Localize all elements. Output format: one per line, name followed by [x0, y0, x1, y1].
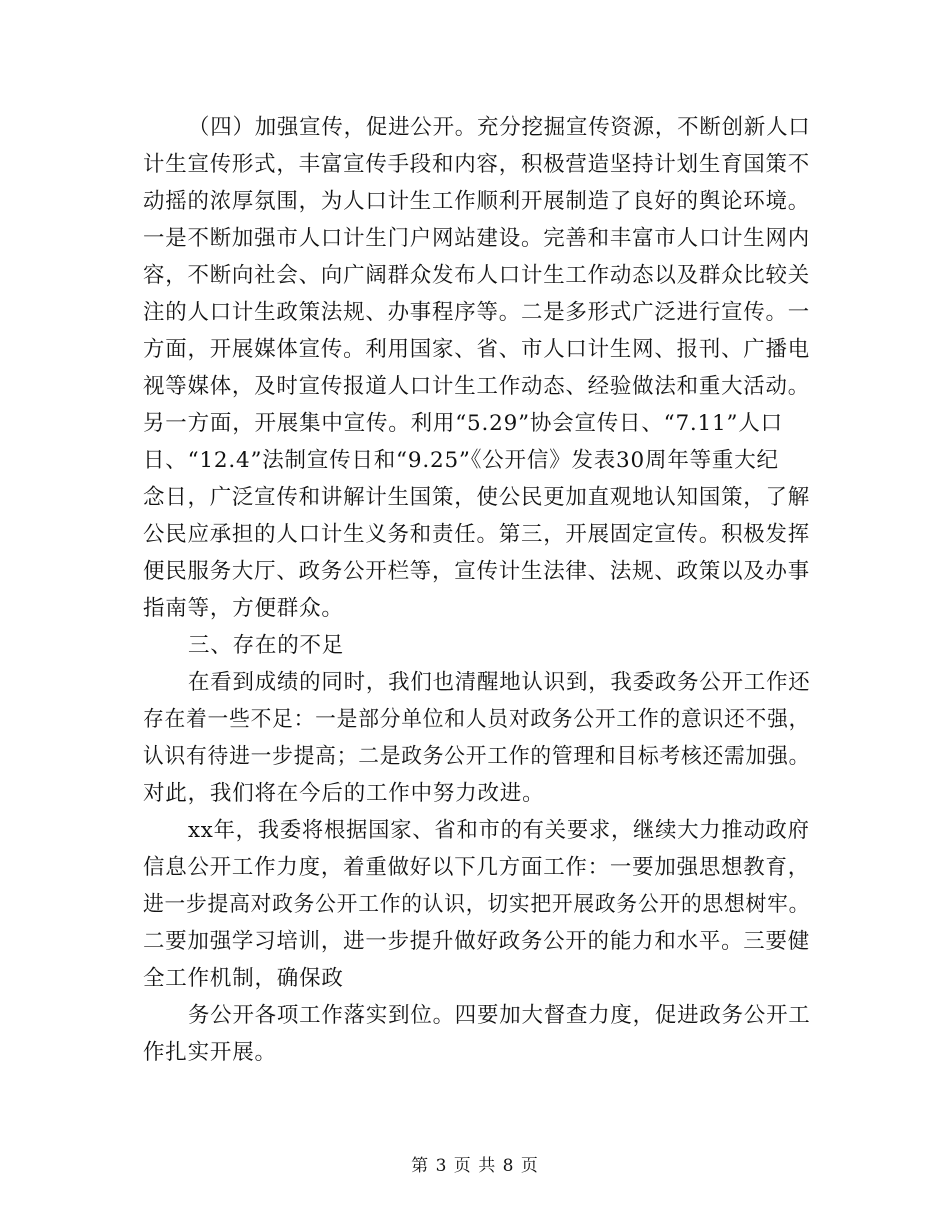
- text-line: 容，不断向社会、向广阔群众发布人口计生工作动态以及群众比较关: [143, 263, 811, 288]
- text-line: （四）加强宣传，促进公开。充分挖掘宣传资源，不断创新人口: [188, 115, 811, 140]
- text-line: 动摇的浓厚氛围，为人口计生工作顺利开展制造了良好的舆论环境。: [143, 189, 811, 214]
- text-line: 认识有待进一步提高；二是政务公开工作的管理和目标考核还需加强。: [143, 744, 811, 769]
- text-line: 指南等，方便群众。: [143, 596, 344, 621]
- text-line: 务公开各项工作落实到位。四要加大督查力度，促进政务公开工: [188, 1003, 811, 1028]
- text-line: 二要加强学习培训，进一步提升做好政务公开的能力和水平。三要健: [143, 929, 811, 954]
- text-line: 作扎实开展。: [143, 1040, 277, 1065]
- text-line: 信息公开工作力度，着重做好以下几方面工作：一要加强思想教育，: [143, 855, 811, 880]
- text-line: 方面，开展媒体宣传。利用国家、省、市人口计生网、报刊、广播电: [143, 337, 811, 362]
- text-line: 在看到成绩的同时，我们也清醒地认识到，我委政务公开工作还: [188, 670, 811, 695]
- text-line: 进一步提高对政务公开工作的认识，切实把开展政务公开的思想树牢。: [143, 892, 811, 917]
- section-heading: 三、存在的不足: [188, 633, 345, 658]
- text-line: 另一方面，开展集中宣传。利用“5.29”协会宣传日、“7.11”人口: [143, 411, 783, 436]
- text-line: 注的人口计生政策法规、办事程序等。二是多形式广泛进行宣传。一: [143, 300, 811, 325]
- text-line: 对此，我们将在今后的工作中努力改进。: [143, 781, 545, 806]
- text-line: 便民服务大厅、政务公开栏等，宣传计生法律、法规、政策以及办事: [143, 559, 811, 584]
- text-line: 一是不断加强市人口计生门户网站建设。完善和丰富市人口计生网内: [143, 226, 811, 251]
- text-line: 念日，广泛宣传和讲解计生国策，使公民更加直观地认知国策，了解: [143, 485, 811, 510]
- text-line: 视等媒体，及时宣传报道人口计生工作动态、经验做法和重大活动。: [143, 374, 811, 399]
- text-line: 存在着一些不足：一是部分单位和人员对政务公开工作的意识还不强，: [143, 707, 811, 732]
- page-number: 第 3 页 共 8 页: [411, 1156, 539, 1176]
- text-line: 全工作机制，确保政: [143, 966, 344, 991]
- text-line: 日、“12.4”法制宣传日和“9.25”《公开信》发表30周年等重大纪: [143, 448, 779, 473]
- text-line: 计生宣传形式，丰富宣传手段和内容，积极营造坚持计划生育国策不: [143, 152, 811, 177]
- text-line: 公民应承担的人口计生义务和责任。第三，开展固定宣传。积极发挥: [143, 522, 811, 547]
- text-line: xx年，我委将根据国家、省和市的有关要求，继续大力推动政府: [188, 818, 810, 843]
